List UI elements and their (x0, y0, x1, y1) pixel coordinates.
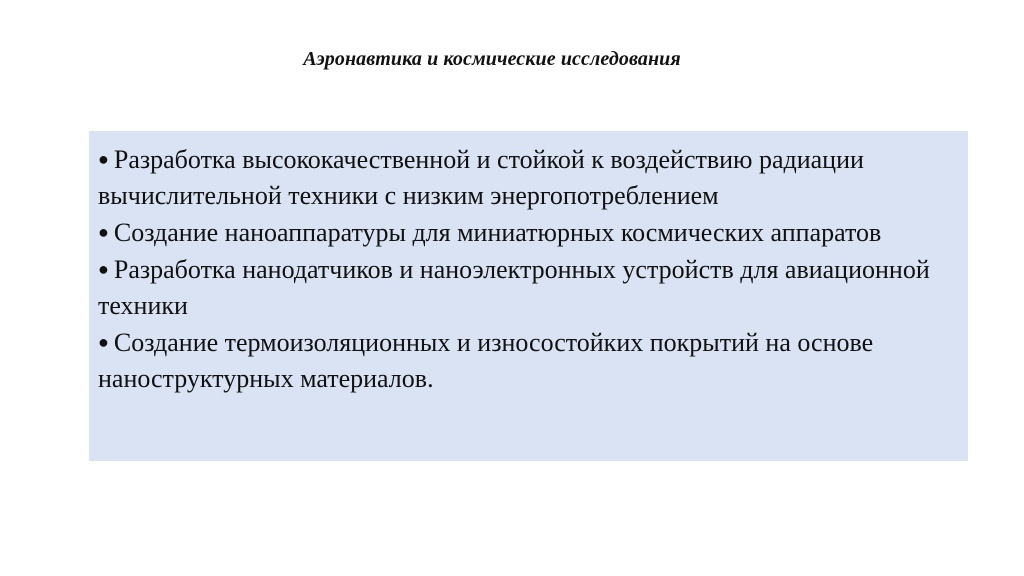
slide-title (0, 48, 1024, 71)
bullet-list (98, 141, 958, 397)
bullet-text: Создание термоизоляционных и износостойких покрытий на основе наноструктурных материалов. (98, 328, 874, 393)
bullet-icon: ● (98, 259, 109, 279)
bullet-item (98, 214, 958, 251)
bullet-icon: ● (98, 149, 109, 169)
bullet-item (98, 251, 958, 324)
bullet-icon: ● (98, 332, 109, 352)
bullet-item (98, 324, 958, 397)
bullet-item (98, 141, 958, 214)
bullet-icon: ● (98, 222, 109, 242)
content-panel (89, 131, 968, 461)
bullet-text: Создание наноаппаратуры для миниатюрных космических аппаратов (113, 218, 882, 247)
slide-title-text: Аэронавтика и космические исследования (303, 48, 681, 70)
bullet-text: Разработка нанодатчиков и наноэлектронных устройств для авиационной техники (98, 255, 930, 320)
bullet-text: Разработка высококачественной и стойкой к воздействию радиации вычислительной техники с низким энергопотреблением (98, 145, 864, 210)
